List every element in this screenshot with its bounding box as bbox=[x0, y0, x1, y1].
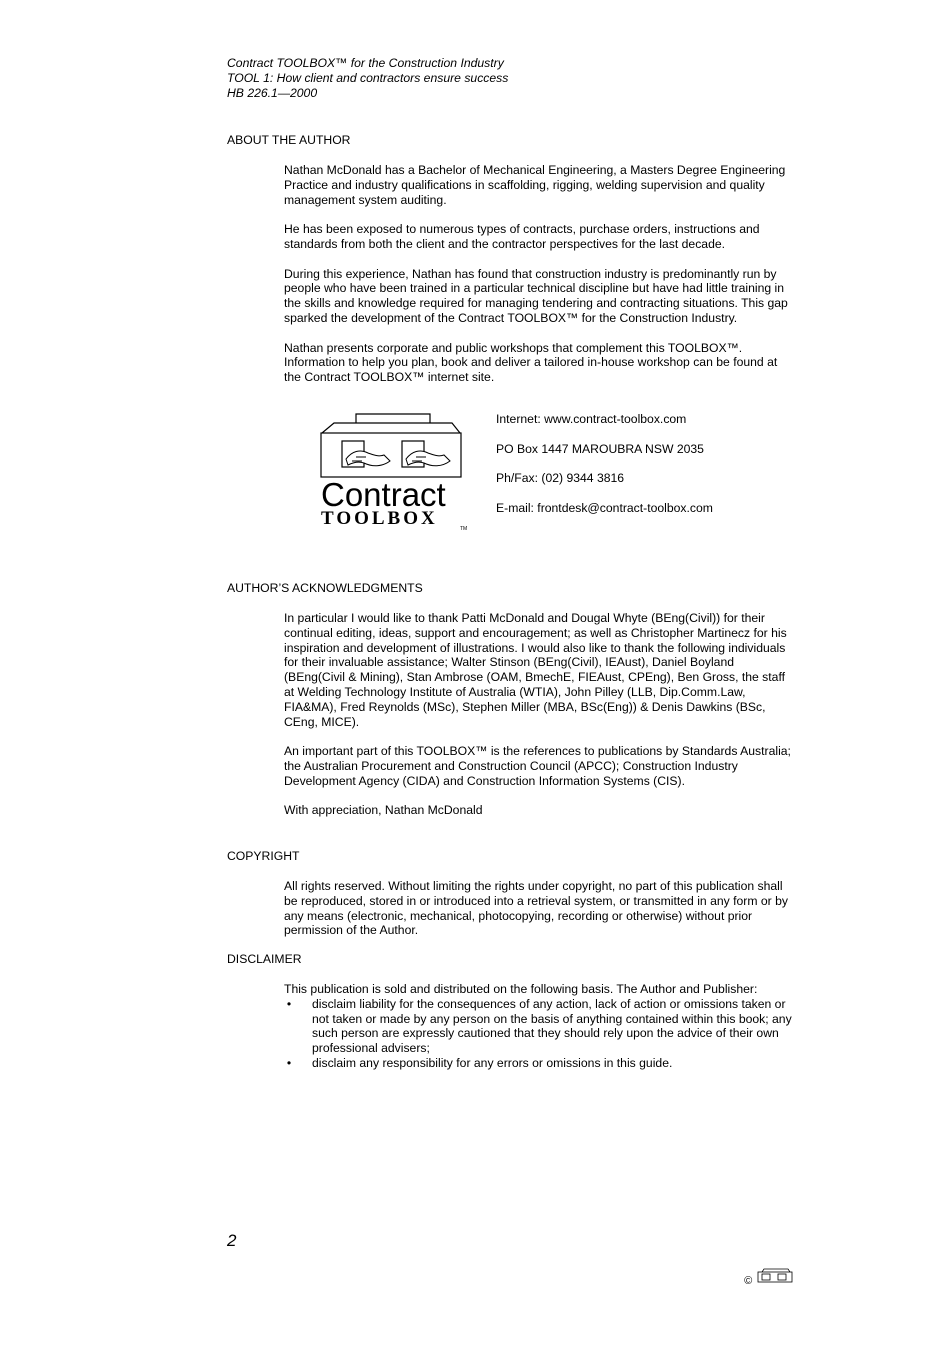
disclaimer-list bbox=[284, 997, 794, 1071]
copyright-symbol: © bbox=[744, 1275, 753, 1287]
logo-word-toolbox: TOOLBOX bbox=[321, 508, 438, 529]
header-line-tool: TOOL 1: How client and contractors ensure success bbox=[227, 71, 509, 85]
disclaimer-intro: This publication is sold and distributed on the following basis. The Author and Publisher: bbox=[284, 982, 758, 996]
disclaimer-item bbox=[284, 1056, 794, 1071]
acknowledgments-paragraph: An important part of this TOOLBOX™ is the references to publications by Standards Australia; the Australian Procurement and Construction Council (APCC); Construction Industry Development Agency (CIDA) and Construction Information Systems (CIS). bbox=[284, 744, 791, 788]
contact-phone: Ph/Fax: (02) 9344 3816 bbox=[496, 471, 625, 486]
disclaimer-item-text: disclaim any responsibility for any errors or omissions in this guide. bbox=[312, 1055, 673, 1070]
about-paragraph: He has been exposed to numerous types of contracts, purchase orders, instructions and standards from both the client and the contractor perspectives for the last decade. bbox=[284, 222, 760, 251]
header-line-title: Contract TOOLBOX™ for the Construction Industry bbox=[227, 56, 504, 70]
contact-email: E-mail: frontdesk@contract-toolbox.com bbox=[496, 500, 713, 515]
copyright-heading: COPYRIGHT bbox=[227, 849, 300, 863]
about-paragraph: Nathan McDonald has a Bachelor of Mechanical Engineering, a Masters Degree Engineering Practice and industry qualifications in scaffolding, rigging, welding supervision and quality management system auditing. bbox=[284, 163, 786, 207]
header-line-standard: HB 226.1—2000 bbox=[227, 86, 318, 100]
copyright-body bbox=[284, 879, 794, 953]
contract-toolbox-logo bbox=[318, 411, 478, 531]
disclaimer-body bbox=[284, 982, 794, 1071]
disclaimer-item-text: disclaim liability for the consequences of any action, lack of action or omissions taken or not taken or made by any person on the basis of anything contained within this book; any such person are expressly cautioned that they should rely upon the advice of their own professional advisers; bbox=[312, 996, 792, 1056]
about-heading: ABOUT THE AUTHOR bbox=[227, 133, 351, 147]
about-body bbox=[284, 163, 794, 400]
about-paragraph: During this experience, Nathan has found that construction industry is predominantly run by people who have been trained in a particular technical discipline but have had little training in the skills and knowledge required for managing tendering and contracting situations. This gap sparked the development of the Contract TOOLBOX™ for the Construction Industry. bbox=[284, 266, 788, 325]
copyright-text: All rights reserved. Without limiting the rights under copyright, no part of this publication shall be reproduced, stored in or introduced into a retrieval system, or transmitted in any form or by any means (electronic, mechanical, photocopying, recording or otherwise) without prior permission of the Author. bbox=[284, 879, 788, 938]
bullet-icon: • bbox=[286, 1055, 292, 1070]
about-paragraph: Nathan presents corporate and public workshops that complement this TOOLBOX™. Information to help you plan, book and deliver a tailored in-house workshop can be found at the Contract TOOLBOX™ internet site. bbox=[284, 340, 778, 385]
bullet-icon: • bbox=[286, 996, 292, 1011]
disclaimer-item bbox=[284, 997, 794, 1056]
contact-po-box: PO Box 1447 MAROUBRA NSW 2035 bbox=[496, 441, 704, 456]
contact-details bbox=[496, 412, 713, 530]
disclaimer-heading: DISCLAIMER bbox=[227, 952, 302, 966]
contact-internet: Internet: www.contract-toolbox.com bbox=[496, 412, 687, 426]
acknowledgments-body bbox=[284, 611, 794, 833]
acknowledgments-signoff: With appreciation, Nathan McDonald bbox=[284, 803, 483, 818]
logo-trademark: TM bbox=[460, 526, 468, 531]
acknowledgments-heading: AUTHOR’S ACKNOWLEDGMENTS bbox=[227, 581, 423, 595]
toolbox-mini-logo-icon bbox=[744, 1267, 794, 1287]
logo-word-contract: Contract bbox=[321, 476, 446, 513]
acknowledgments-paragraph: In particular I would like to thank Patti McDonald and Dougal Whyte (BEng(Civil)) for their continual editing, ideas, support and encouragement; as well as Christopher Martinecz for his inspiration and development of illustrations. I would also like to thank the following individuals for their invaluable assistance; Walter Stinson (BEng(Civil), IEAust), Daniel Boyland (BEng(Civil & Mining), Stan Ambrose (OAM, BmechE, FIEAust, CPEng), Ben Gross, the staff at Welding Technology Institute of Australia (WTIA), John Pilley (LLB, Dip.Comm.Law, FIA&MA), Fred Reynolds (MSc), Stephen Miller (MBA, BSc(Eng)) & Denis Dawkins (BSc, CEng, MICE). bbox=[284, 611, 787, 729]
running-header bbox=[227, 56, 508, 101]
page-number: 2 bbox=[227, 1231, 237, 1250]
